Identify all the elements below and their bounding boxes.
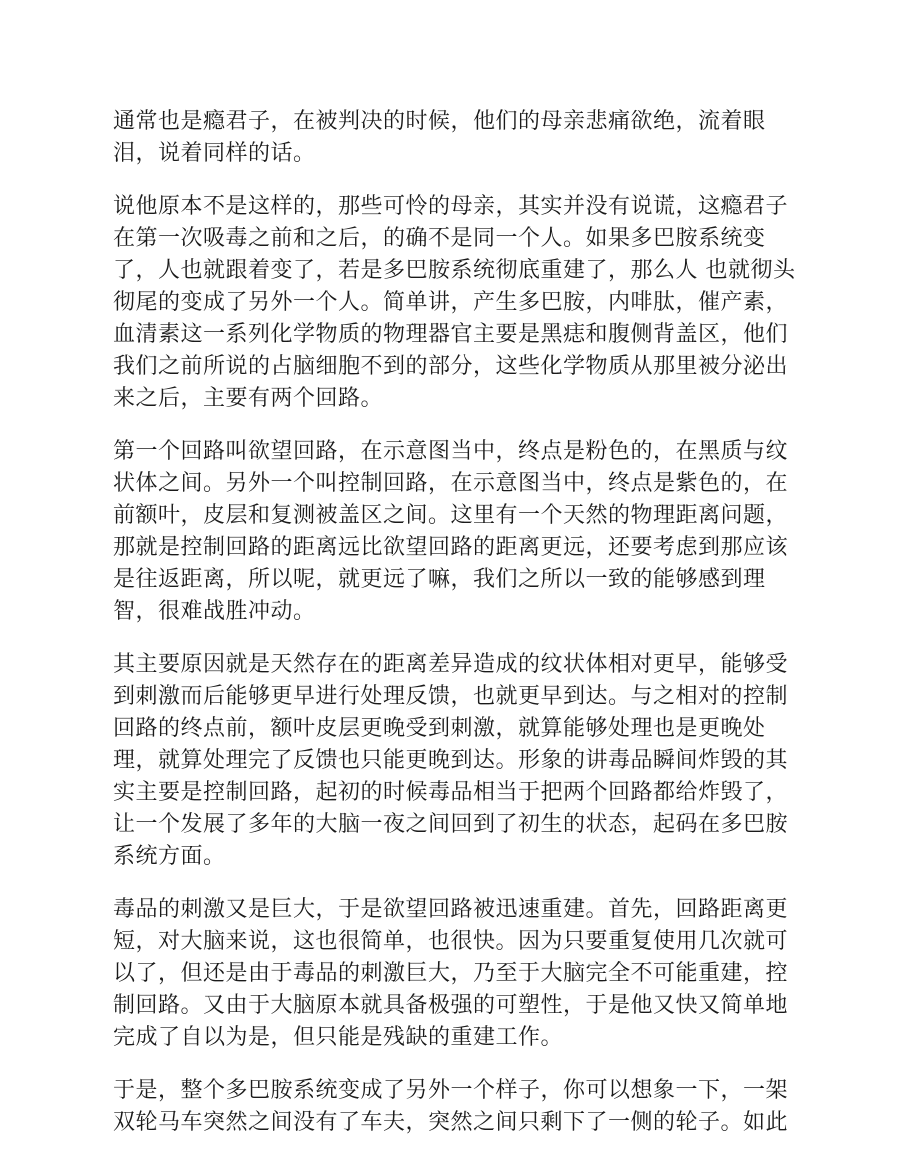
paragraph-4 — [113, 649, 789, 873]
text-line: 了，人也就跟着变了，若是多巴胺系统彻底重建了，那么人 也就彻头 — [113, 258, 796, 283]
text-line: 短，对大脑来说，这也很简单，也很快。因为只要重复使用几次就可 — [113, 929, 789, 954]
text-line: 状体之间。另外一个叫控制回路，在示意图当中，终点是紫色的，在 — [113, 471, 789, 496]
text-line: 那就是控制回路的距离远比欲望回路的距离更远，还要考虑到那应该 — [113, 535, 789, 560]
paragraph-2 — [113, 191, 796, 415]
text-line: 理，就算处理完了反馈也只能更晚到达。形象的讲毒品瞬间炸毁的其 — [113, 748, 789, 773]
text-line: 到刺激而后能够更早进行处理反馈，也就更早到达。与之相对的控制 — [113, 684, 789, 709]
text-line: 泪，说着同样的话。 — [113, 141, 316, 166]
text-line: 以了，但还是由于毒品的刺激巨大，乃至于大脑完全不可能重建，控 — [113, 961, 789, 986]
text-line: 实主要是控制回路，起初的时候毒品相当于把两个回路都给炸毁了， — [113, 780, 789, 805]
text-line: 于是，整个多巴胺系统变成了另外一个样子，你可以想象一下，一架 — [113, 1078, 789, 1103]
paragraph-3 — [113, 436, 789, 628]
text-line: 双轮马车突然之间没有了车夫，突然之间只剩下了一侧的轮子。如此 — [113, 1110, 789, 1135]
text-line: 其主要原因就是天然存在的距离差异造成的纹状体相对更早，能够受 — [113, 652, 789, 677]
text-line: 第一个回路叫欲望回路，在示意图当中，终点是粉色的，在黑质与纹 — [113, 439, 789, 464]
paragraph-5 — [113, 894, 789, 1054]
text-line: 系统方面。 — [113, 844, 226, 869]
text-line: 智，很难战胜冲动。 — [113, 599, 316, 624]
text-line: 通常也是瘾君子，在被判决的时候，他们的母亲悲痛欲绝，流着眼 — [113, 109, 766, 134]
text-line: 在第一次吸毒之前和之后，的确不是同一个人。如果多巴胺系统变 — [113, 226, 766, 251]
text-line: 完成了自以为是，但只能是残缺的重建工作。 — [113, 1025, 564, 1050]
text-line: 来之后，主要有两个回路。 — [113, 386, 384, 411]
text-line: 是往返距离，所以呢，就更远了嘛，我们之所以一致的能够感到理 — [113, 567, 766, 592]
text-line: 制回路。又由于大脑原本就具备极强的可塑性，于是他又快又简单地 — [113, 993, 789, 1018]
paragraph-1 — [113, 106, 785, 170]
text-line: 我们之前所说的占脑细胞不到的部分，这些化学物质从那里被分泌出 — [113, 354, 789, 379]
text-line: 血清素这一系列化学物质的物理器官主要是黑痣和腹侧背盖区，他们 — [113, 322, 789, 347]
text-line: 说他原本不是这样的，那些可怜的母亲，其实并没有说谎，这瘾君子 — [113, 194, 789, 219]
text-line: 毒品的刺激又是巨大，于是欲望回路被迅速重建。首先，回路距离更 — [113, 897, 789, 922]
text-line: 彻尾的变成了另外一个人。简单讲，产生多巴胺，内啡肽，催产素， — [113, 290, 789, 315]
paragraph-6 — [113, 1075, 789, 1139]
text-line: 前额叶，皮层和复测被盖区之间。这里有一个天然的物理距离问题， — [113, 503, 789, 528]
text-line: 让一个发展了多年的大脑一夜之间回到了初生的状态，起码在多巴胺 — [113, 812, 789, 837]
text-line: 回路的终点前，额叶皮层更晚受到刺激，就算能够处理也是更晚处 — [113, 716, 766, 741]
document-body — [113, 106, 796, 1160]
